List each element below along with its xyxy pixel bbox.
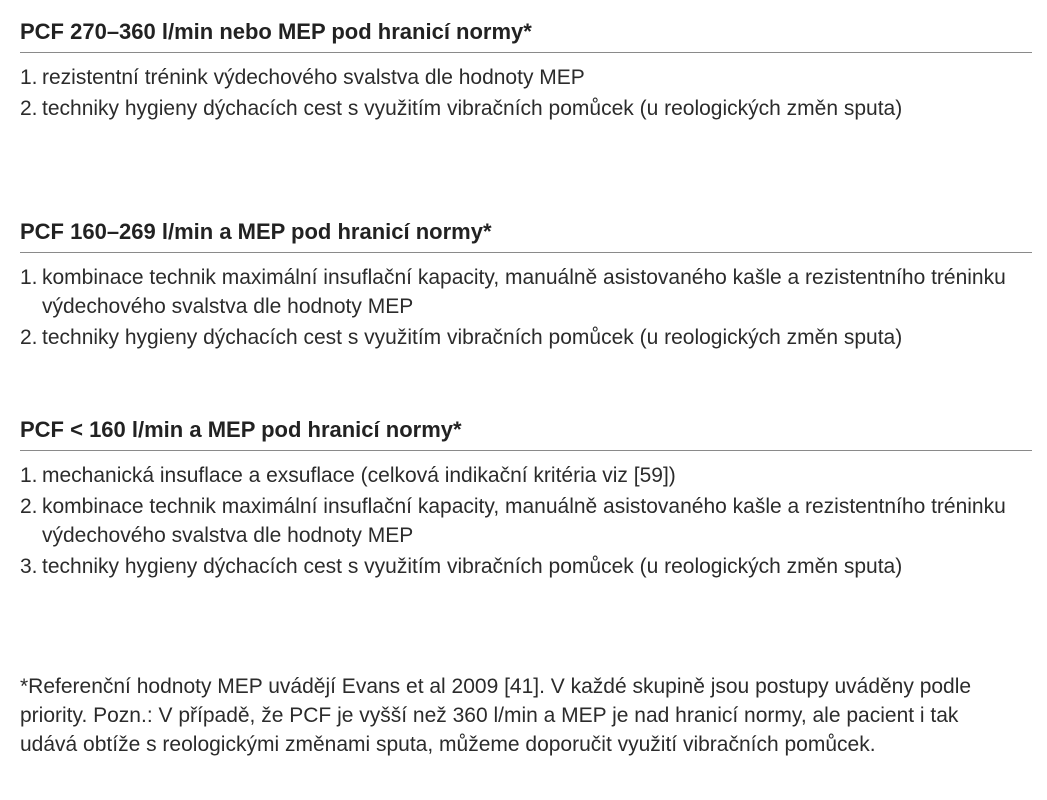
recommendation-list: [20, 451, 1032, 581]
recommendation-list: [20, 253, 1032, 352]
item-number: 1.: [20, 266, 38, 289]
footnote: *Referenční hodnoty MEP uvádějí Evans et al 2009 [41]. V každé skupině jsou postupy uváděny podle priority. Pozn.: V případě, že PCF je vyšší než 360 l/min a MEP je nad hranicí normy, ale pacient i tak udává obtíže s reologickými změnami sputa, můžeme doporučit využití vibračních pomůcek.: [20, 675, 972, 756]
list-item: [20, 492, 1032, 550]
item-text: mechanická insuflace a exsuflace (celková indikační kritéria viz [59]): [42, 464, 676, 487]
item-text: techniky hygieny dýchacích cest s využitím vibračních pomůcek (u reologických změn sputa): [42, 97, 903, 120]
item-text: rezistentní trénink výdechového svalstva dle hodnoty MEP: [42, 66, 585, 89]
item-number: 2.: [20, 495, 38, 518]
list-item: [20, 323, 1032, 352]
item-text: techniky hygieny dýchacích cest s využitím vibračních pomůcek (u reologických změn sputa): [42, 326, 903, 349]
item-text: kombinace technik maximální insuflační kapacity, manuálně asistovaného kašle a rezistentního tréninku výdechového svalstva dle hodnoty MEP: [42, 495, 1006, 547]
section-title: PCF < 160 l/min a MEP pod hranicí normy*: [20, 416, 1032, 451]
section-title: PCF 160–269 l/min a MEP pod hranicí normy*: [20, 218, 1032, 253]
list-item: [20, 263, 1032, 321]
recommendation-list: [20, 53, 1032, 123]
list-item: [20, 461, 1032, 490]
item-number: 1.: [20, 66, 38, 89]
section-pcf-below-160: [20, 416, 1032, 583]
list-item: [20, 94, 1032, 123]
list-item: [20, 552, 1032, 581]
list-item: [20, 63, 1032, 92]
item-text: kombinace technik maximální insuflační kapacity, manuálně asistovaného kašle a rezistentního tréninku výdechového svalstva dle hodnoty MEP: [42, 266, 1006, 318]
item-text: techniky hygieny dýchacích cest s využitím vibračních pomůcek (u reologických změn sputa): [42, 555, 903, 578]
item-number: 2.: [20, 326, 38, 349]
item-number: 1.: [20, 464, 38, 487]
section-pcf-270-360: [20, 18, 1032, 125]
item-number: 3.: [20, 555, 38, 578]
section-pcf-160-269: [20, 218, 1032, 354]
item-number: 2.: [20, 97, 38, 120]
section-title: PCF 270–360 l/min nebo MEP pod hranicí normy*: [20, 18, 1032, 53]
